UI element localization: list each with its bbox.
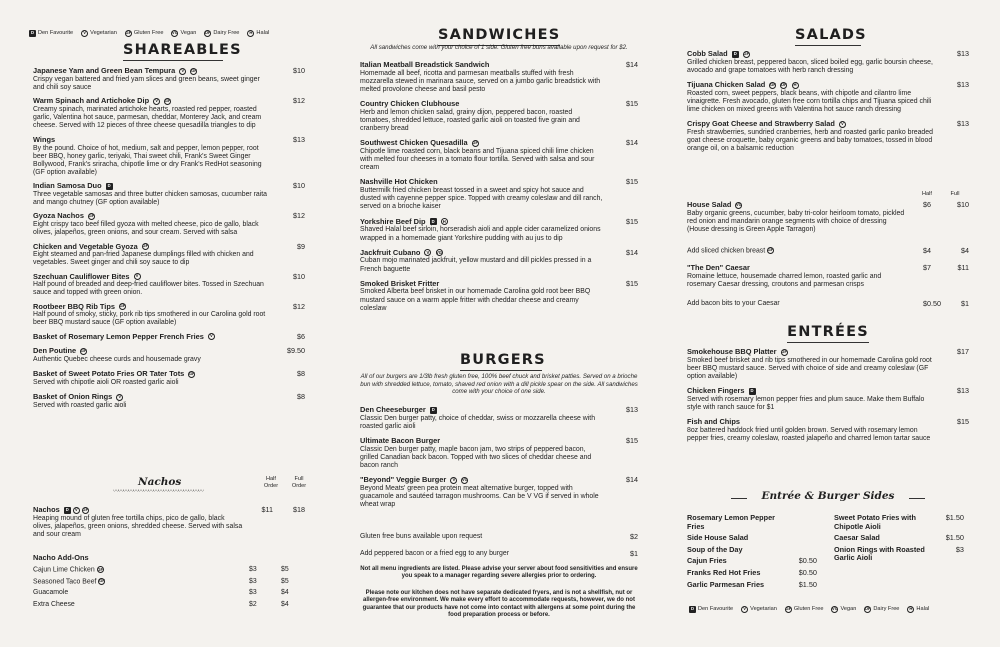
gluten-free-icon: GF	[142, 243, 149, 249]
item-price: $10	[293, 66, 305, 75]
legend-entry: V Vegetarian	[81, 30, 117, 37]
item-price: $15	[626, 278, 638, 288]
entrees-item	[687, 418, 969, 443]
den-caesar-half: $7	[923, 263, 931, 272]
item-name: Nashville Hot Chicken	[360, 177, 438, 187]
salad-half-label: Half	[922, 191, 932, 197]
sides-line-right	[909, 498, 925, 499]
item-description: Classic Den burger patty, choice of cheddar, swiss or mozzarella cheese with roasted garlic aioli	[360, 414, 596, 430]
vegetarian-icon: V	[741, 606, 748, 613]
addon-full-price: $4	[281, 600, 289, 608]
vegetarian-icon: V	[208, 333, 215, 340]
den-favourite-icon: D	[431, 218, 435, 224]
sandwiches-item	[360, 178, 638, 211]
item-name: Basket of Onion Rings	[33, 392, 113, 402]
shareables-item	[33, 243, 305, 268]
shareables-item	[33, 393, 305, 410]
salads-item	[687, 81, 969, 114]
item-description: Grilled chicken breast, peppered bacon, sliced boiled egg, garlic boursin cheese, avocado and grape tomatoes with herb ranch dressing	[687, 58, 933, 74]
item-price: $8	[297, 369, 305, 379]
item-description: By the pound. Choice of hot, medium, salt and pepper, lemon pepper, root beer BBQ, honey garlic, teriyaki, Thai sweet chili, Frank's Sweet Ginger Bollywood, Frank's sriracha, chipotle lime or dry Frank's RedHot seasoning (GF option available)	[33, 144, 262, 177]
gluten-free-icon: GF	[125, 30, 132, 36]
item-description: Crispy vegan battered and fried yam slices and green beans, sweet ginger and chili soy sauce	[33, 75, 260, 91]
shareables-title: SHAREABLES	[123, 42, 242, 58]
side-item: Sweet Potato Fries with Chipotle Aioli $1.50	[834, 513, 964, 531]
item-name: Den Poutine	[33, 346, 77, 356]
gluten-free-icon: GF	[88, 213, 95, 219]
item-description: Homemade all beef, ricotta and parmesan meatballs stuffed with fresh mozzarella stewed in marinara sauce, served on a jumbo garlic breadstick with melted provolone cheese and basil pesto	[360, 69, 601, 94]
entrees-item	[687, 348, 969, 381]
sandwiches-item	[360, 139, 638, 172]
item-name: Chicken Fingers	[687, 386, 745, 396]
nacho-addon-row: Guacamole $3 $4	[33, 588, 305, 600]
shareables-item	[33, 212, 305, 237]
entrees-item	[687, 387, 969, 412]
house-salad-full: $10	[957, 200, 969, 209]
nachos-desc: Heaping mound of gluten free tortilla chips, pico de gallo, black olives, jalapeños, green onions, shredded cheese. Served with salsa and sour cream	[33, 514, 243, 539]
gluten-free-icon: GF	[190, 67, 197, 73]
shareables-item	[33, 67, 305, 92]
legend-entry: DF Dairy Free	[865, 606, 900, 613]
salads-item	[687, 50, 969, 75]
den-favourite-icon: D	[690, 606, 695, 612]
item-price: $10	[293, 271, 305, 281]
item-description: Served with rosemary lemon pepper fries and plum sauce. Make them Buffalo style with ranch sauce for $1	[687, 395, 925, 412]
item-price: $9.50	[287, 346, 305, 356]
allergen-note-1: Not all menu ingredients are listed. Please advise your server about food sensitivities and ensure you speak to a manager regarding severe allergies prior to ordering.	[360, 566, 638, 580]
item-price: $15	[957, 417, 969, 427]
item-name: Chicken and Vegetable Gyoza	[33, 241, 138, 251]
nachos-header	[33, 474, 305, 498]
sides-line-left	[731, 498, 747, 499]
gluten-free-icon: GF	[119, 303, 126, 309]
sandwiches-intro: All sandwiches come with your choice of 1 side. Gluten free buns available upon request for $2.	[370, 44, 628, 51]
nacho-addon-row: Seasoned Taco Beef GF $3 $5	[33, 576, 305, 588]
dairy-free-icon: DF	[781, 81, 787, 87]
vegetarian-icon: V	[73, 507, 80, 514]
dietary-legend-bottom	[689, 606, 929, 613]
item-description: Chipotle lime roasted corn, black beans and Tijuana spiced chili lime chicken with melted four cheeses in a tomato flour tortilla. Served with salsa and sour cream	[360, 148, 595, 172]
nachos-title: Nachos	[138, 476, 182, 488]
addon-half-price: $3	[249, 577, 257, 585]
sandwiches-item	[360, 218, 638, 243]
item-name: Den Cheeseburger	[360, 405, 426, 414]
vegan-icon: VG	[461, 477, 468, 483]
sandwiches-item	[360, 61, 638, 94]
shareables-list	[33, 67, 305, 415]
addon-half-price: $2	[249, 600, 257, 608]
item-name: Wings	[33, 135, 56, 145]
shareables-item	[33, 136, 305, 177]
item-price: $15	[626, 436, 638, 446]
nacho-addon-row: Cajun Lime Chicken GF $3 $5	[33, 565, 305, 577]
vegetarian-icon: V	[116, 394, 123, 401]
dairy-free-icon: DF	[205, 30, 211, 36]
full-order-label: Full Order	[291, 476, 307, 489]
house-salad-name: House Salad	[687, 200, 732, 209]
legend-entry: DF Dairy Free	[205, 30, 240, 37]
item-description: Served with roasted garlic aioli	[33, 401, 127, 409]
item-price: $15	[626, 99, 638, 109]
gluten-free-icon: GF	[767, 247, 774, 253]
add-sliced-chicken: Add sliced chicken breast GF $4 $4	[687, 246, 969, 255]
burger-extras	[360, 533, 638, 567]
item-description: Smoked beef brisket and rib tips smothered in our homemade Carolina gold root beer BBQ mustard sauce. Served with choice of side and creamy coleslaw (GF option available)	[687, 356, 932, 381]
burgers-item	[360, 476, 638, 509]
salads-list	[687, 50, 969, 159]
item-description: Smoked Alberta beef brisket in our homemade Carolina gold root beer BBQ mustard sauce on a warm apple fritter with cheddar cheese and creamy coleslaw	[360, 288, 591, 312]
entrees-title: ENTRÉES	[787, 324, 869, 340]
item-description: Eight crispy taco beef filled gyoza with melted cheese, pico de gallo, black olives, jalapeños, green onions, and sour cream. Served with salsa	[33, 221, 259, 237]
item-price: $14	[626, 138, 638, 148]
gluten-free-icon: GF	[781, 348, 788, 354]
burgers-list	[360, 406, 638, 515]
den-favourite-icon: D	[750, 388, 754, 394]
item-description: Half pound of smoky, sticky, pork rib tips smothered in our Carolina gold root beer BBQ mustard sauce (GF option available)	[33, 311, 266, 327]
vegetarian-icon: V	[179, 68, 186, 75]
salads-item	[687, 120, 969, 153]
item-name: Jackfruit Cubano	[360, 247, 421, 257]
legend-entry: VG Vegan	[171, 30, 197, 37]
item-description: Beyond Meats' green pea protein meat alternative burger, topped with guacamole and sautéed tarragon mushrooms. Can be V VG if served in whole wheat wrap	[360, 484, 599, 509]
den-favourite-icon: D	[107, 183, 111, 189]
side-item: Garlic Parmesan Fries $1.50	[687, 579, 817, 589]
gluten-free-icon: GF	[80, 348, 87, 354]
bacon-bits-full: $1	[961, 299, 969, 308]
item-name: Szechuan Cauliflower Bites	[33, 271, 130, 281]
sliced-chicken-full: $4	[961, 246, 969, 255]
den-caesar-full: $11	[957, 263, 969, 272]
sides-header	[687, 488, 969, 508]
item-price: $15	[626, 216, 638, 226]
gluten-free-icon: GF	[769, 81, 776, 87]
den-caesar-name: "The Den" Caesar	[687, 263, 750, 272]
item-price: $15	[626, 177, 638, 187]
item-description: 8oz battered haddock fried until golden brown. Served with rosemary lemon pepper fries, creamy coleslaw, roasted jalapeño and charred lemon tartar sauce	[687, 426, 931, 443]
addon-half-price: $3	[249, 589, 257, 597]
vegan-icon: VG	[735, 201, 742, 207]
sandwiches-item	[360, 100, 638, 133]
item-description: Cuban mojo marinated jackfruit, yellow mustard and dill pickles pressed in a French baguette	[360, 257, 592, 273]
item-price: $13	[957, 80, 969, 90]
item-name: "Beyond" Veggie Burger	[360, 475, 447, 485]
dietary-legend	[29, 30, 269, 37]
item-price: $13	[293, 135, 305, 145]
den-favourite-icon: D	[30, 30, 35, 36]
item-name: Cobb Salad	[687, 49, 728, 58]
item-name: Ultimate Bacon Burger	[360, 436, 441, 446]
item-name: Smokehouse BBQ Platter	[687, 347, 777, 356]
vegetarian-icon: V	[424, 249, 431, 256]
vegetarian-icon: V	[134, 273, 141, 280]
item-description: Classic Den burger patty, maple bacon jam, two strips of peppered bacon, grilled Canadian back bacon. Topped with two slices of cheddar cheese and bacon ranch	[360, 445, 592, 470]
legend-entry: D Den Favourite	[30, 30, 74, 37]
sides-right-list	[834, 514, 964, 566]
sandwiches-item	[360, 249, 638, 274]
vegetarian-icon: V	[81, 30, 88, 37]
item-price: $14	[626, 475, 638, 485]
den-favourite-icon: D	[733, 50, 737, 56]
item-name: Tijuana Chicken Salad	[687, 80, 766, 90]
burger-extra: Gluten free buns available upon request $2	[360, 532, 638, 541]
burgers-intro: All of our burgers are 1/3lb fresh gluten free, 100% beef chuck and brisket patties. Served on a brioche bun with shredded lettuce, tomato, shaved red onion with a dill pickle spear on the side. All sandwiches come with your choice of one side.	[360, 373, 638, 396]
item-price: $6	[297, 331, 305, 341]
gluten-free-icon: GF	[785, 606, 792, 612]
item-name: Basket of Rosemary Lemon Pepper French Fries	[33, 331, 204, 341]
item-name: Crispy Goat Cheese and Strawberry Salad	[687, 119, 835, 129]
item-price: $13	[626, 405, 638, 414]
item-name: Gyoza Nachos	[33, 211, 84, 221]
item-name: Smoked Brisket Fritter	[360, 278, 440, 288]
side-item: Soup of the Day	[687, 544, 743, 554]
item-price: $12	[293, 301, 305, 311]
den-caesar	[687, 264, 969, 289]
item-description: Authentic Quebec cheese curds and housemade gravy	[33, 356, 201, 364]
gluten-free-icon: GF	[164, 97, 171, 103]
salad-full-label: Full	[950, 191, 960, 197]
house-salad-half: $6	[923, 200, 931, 209]
side-item: Cajun Fries $0.50	[687, 556, 817, 566]
shareables-item	[33, 303, 305, 328]
den-favourite-icon: D	[65, 506, 69, 512]
legend-entry: H Halal	[249, 30, 270, 37]
item-price: $14	[626, 247, 638, 257]
add-bacon-bits: Add bacon bits to your Caesar $0.50 $1	[687, 299, 969, 308]
burgers-title: BURGERS	[460, 352, 546, 368]
item-price: $8	[297, 392, 305, 402]
sandwiches-item	[360, 280, 638, 313]
halal-icon: H	[793, 81, 797, 87]
nachos-item	[33, 506, 305, 539]
item-description: Creamy spinach, marinated artichoke hearts, roasted red pepper, roasted garlic, Valentina hot sauce, parmesan, cheddar, Monterey Jack, and cream cheese. Served with 12 pieces of three cheese quesadilla triangles to dip	[33, 105, 262, 130]
legend-entry: VG Vegan	[831, 606, 857, 613]
burgers-item	[360, 406, 638, 431]
sliced-chicken-half: $4	[923, 246, 931, 255]
nachos-name: Nachos	[33, 505, 60, 514]
vegan-icon: VG	[171, 30, 178, 36]
house-salad	[687, 201, 969, 234]
vegan-icon: VG	[435, 249, 443, 255]
dairy-free-icon: DF	[865, 606, 871, 612]
legend-entry: V Vegetarian	[741, 606, 777, 613]
den-caesar-desc: Romaine lettuce, housemade charred lemon, roasted garlic and rosemary Caesar dressing, croutons and parmesan crisps	[687, 272, 882, 288]
side-item: Franks Red Hot Fries $0.50	[687, 568, 817, 578]
vegetarian-icon: V	[153, 98, 160, 105]
item-name: Italian Meatball Breadstick Sandwich	[360, 60, 490, 69]
addon-full-price: $5	[281, 577, 289, 585]
item-name: Country Chicken Clubhouse	[360, 99, 460, 109]
halal-icon: H	[909, 606, 913, 612]
sandwiches-title: SANDWICHES	[438, 27, 561, 43]
gluten-free-icon: GF	[98, 578, 105, 584]
bacon-bits-half: $0.50	[923, 299, 941, 308]
item-name: Warm Spinach and Artichoke Dip	[33, 96, 150, 106]
item-price: $9	[297, 241, 305, 251]
nachos-half-price: $11	[261, 505, 273, 514]
item-price: $10	[293, 181, 305, 191]
item-name: Rootbeer BBQ Rib Tips	[33, 301, 115, 311]
house-salad-desc: Baby organic greens, cucumber, baby tri-color heirloom tomato, pickled red onion and mandarin orange segments with choice of dressing (House dressing is Green Apple Tarragon)	[687, 209, 905, 234]
item-description: Herb and lemon chicken salad, grainy dijon, peppered bacon, roasted tomatoes, shredded lettuce, roasted garlic aioli on toasted five grain and cranberry bread	[360, 108, 580, 133]
item-price: $12	[293, 96, 305, 106]
item-price: $13	[957, 49, 969, 58]
item-description: Three vegetable samosas and three butter chicken samosas, cucumber raita and mango chutney (GF option available)	[33, 191, 268, 207]
burgers-item	[360, 437, 638, 470]
nacho-addon-row: Extra Cheese $2 $4	[33, 599, 305, 611]
sandwiches-list	[360, 61, 638, 319]
item-price: $13	[957, 386, 969, 396]
item-price: $17	[957, 347, 969, 356]
item-description: Eight steamed and pan-fried Japanese dumplings filled with chicken and vegetables. Sweet ginger and chili soy sauce to dip	[33, 251, 254, 267]
item-name: Southwest Chicken Quesadilla	[360, 138, 468, 148]
side-item: Onion Rings with Roasted Garlic Aioli $3	[834, 544, 964, 563]
item-name: Indian Samosa Duo	[33, 181, 102, 191]
item-price: $14	[626, 60, 638, 69]
legend-entry: D Den Favourite	[690, 606, 734, 613]
legend-entry: H Halal	[909, 606, 930, 613]
vegetarian-icon: V	[839, 121, 846, 128]
gluten-free-icon: GF	[188, 371, 195, 377]
item-description: Half pound of breaded and deep-fried cauliflower bites. Tossed in Szechuan sauce and topped with green onion.	[33, 281, 264, 297]
side-item: Side House Salad	[687, 533, 749, 543]
allergen-note-2: Please note our kitchen does not have separate dedicated fryers, and is not a shellfish, nut or allergen-free environment. We make every effort to accommodate requests, however, we do not guarantee that our products have not come into contact with allergens at some point during the food preparation process or before.	[362, 590, 636, 618]
halal-icon: H	[249, 30, 253, 36]
shareables-item	[33, 347, 305, 364]
shareables-item	[33, 333, 305, 342]
gluten-free-icon: GF	[97, 566, 104, 572]
item-price: $13	[957, 119, 969, 129]
half-order-label: Half Order	[263, 476, 279, 489]
legend-entry: GF Gluten Free	[785, 606, 824, 613]
sides-title: Entrée & Burger Sides	[761, 490, 895, 502]
addon-full-price: $4	[281, 589, 289, 597]
burger-extra: Add peppered bacon or a fried egg to any burger $1	[360, 549, 638, 559]
item-description: Fresh strawberries, sundried cranberries, herb and roasted garlic panko breaded goat cheese croquette, baby organic greens and baby tomatoes, tossed in blood orange oil, on a balsamic reduction	[687, 128, 933, 153]
shareables-item	[33, 97, 305, 130]
halal-icon: H	[442, 218, 446, 224]
den-favourite-icon: D	[431, 406, 435, 412]
item-name: Yorkshire Beef Dip	[360, 216, 426, 226]
shareables-item	[33, 370, 305, 387]
legend-entry: GF Gluten Free	[125, 30, 164, 37]
sides-left-list	[687, 514, 817, 592]
addon-full-price: $5	[281, 566, 289, 574]
vegetarian-icon: V	[450, 477, 457, 484]
wave-divider: 〰〰〰〰〰〰〰〰〰〰〰〰〰〰〰〰〰〰	[112, 489, 203, 495]
addon-half-price: $3	[249, 566, 257, 574]
item-description: Buttermilk fried chicken breast tossed in a sweet and spicy hot sauce and dusted with cayenne pepper spice. Topped with creamy coleslaw and dill ranch, served on a brioche kaiser	[360, 187, 603, 211]
shareables-item	[33, 182, 305, 207]
salads-title: SALADS	[795, 27, 867, 43]
entrees-list	[687, 348, 969, 449]
vegan-icon: VG	[831, 606, 838, 612]
gluten-free-icon: GF	[743, 50, 750, 56]
item-description: Roasted corn, sweet peppers, black beans, with chipotle and cilantro lime vinaigrette. Fresh avocado, gluten free corn tortilla chips and Tijuana spiced chili lime chicken on mixed greens with Valentina hot sauce ranch dressing	[687, 89, 932, 114]
nachos-full-price: $18	[293, 505, 305, 514]
side-item: Caesar Salad $1.50	[834, 533, 964, 543]
nacho-addons	[33, 554, 305, 611]
side-item: Rosemary Lemon Pepper Fries	[687, 513, 775, 531]
gluten-free-icon: GF	[82, 506, 89, 512]
item-price: $12	[293, 211, 305, 221]
item-description: Served with chipotle aioli OR roasted garlic aioli	[33, 378, 179, 386]
gluten-free-icon: GF	[472, 140, 479, 146]
item-name: Japanese Yam and Green Bean Tempura	[33, 66, 176, 75]
shareables-item	[33, 273, 305, 298]
nacho-addons-title: Nacho Add-Ons	[33, 553, 89, 562]
item-description: Shaved Halal beef sirloin, horseradish aioli and apple cider caramelized onions wrapped in a homemade giant Yorkshire pudding with au jus to dip	[360, 226, 601, 242]
item-name: Fish and Chips	[687, 417, 740, 427]
item-name: Basket of Sweet Potato Fries OR Tater Tots	[33, 369, 185, 379]
